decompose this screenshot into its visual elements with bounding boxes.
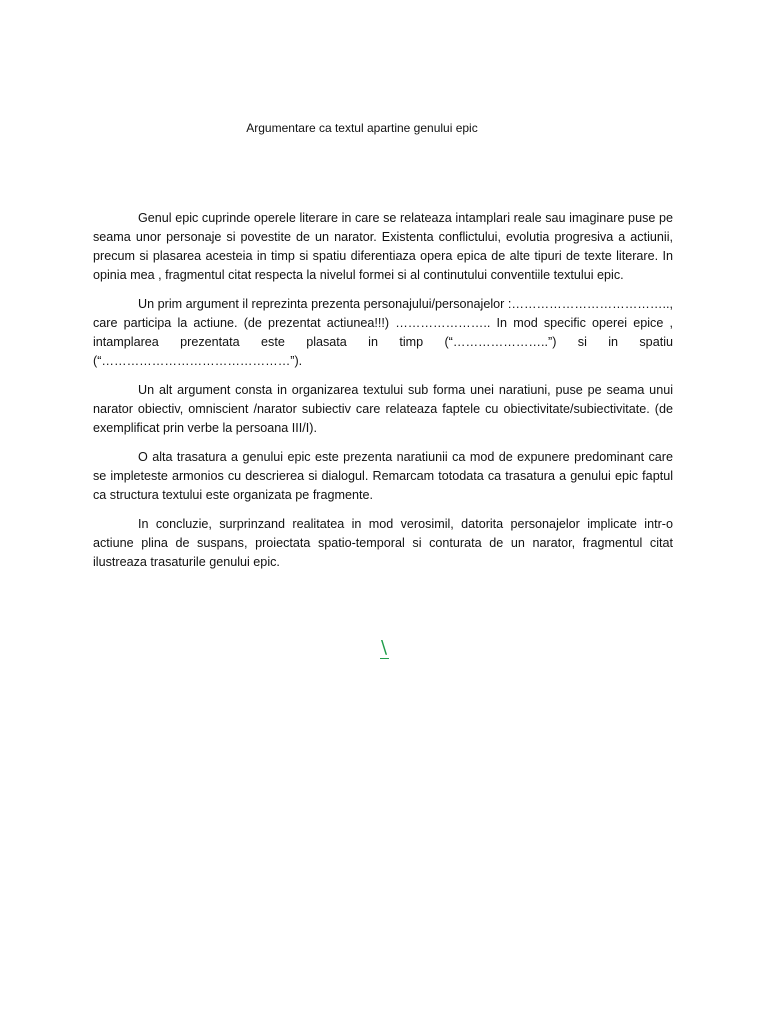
paragraph-third-argument: O alta trasatura a genului epic este prezenta naratiunii ca mod de expunere predominant care se impleteste armonios cu descrierea si dialogul. Remarcam totodata ca trasatura a genului epic faptul ca structura textului este organizata pe fragmente. — [93, 450, 673, 502]
document-title — [0, 120, 768, 136]
document-title-text: Argumentare ca textul apartine genului epic — [246, 121, 478, 135]
paragraph-intro: Genul epic cuprinde operele literare in care se relateaza intamplari reale sau imaginare puse pe seama unor personaje si povestite de un narator. Existenta conflictului, evolutia progresiva a actiunii, precum si plasarea acesteia in timp si spatiu diferentiaza opera epica de alte tipuri de texte literare. In opinia mea , fragmentul citat respecta la nivelul formei si al continutului conventiile textului epic. — [93, 211, 673, 282]
paragraph-conclusion: In concluzie, surprinzand realitatea in mod verosimil, datorita personajelor implicate intr-o actiune plina de suspans, proiectata spatio-temporal si conturata de un narator, fragmentul citat ilustreaza trasaturile genului epic. — [93, 517, 673, 569]
paragraph-second-argument: Un alt argument consta in organizarea textului sub forma unei naratiuni, puse pe seama unui narator obiectiv, omniscient /narator subiectiv care relateaza faptele cu obiectivitate/subiectivitate. (de exemplificat prin verbe la persoana III/I). — [93, 383, 673, 435]
paragraph-first-argument: Un prim argument il reprezinta prezenta personajului/personajelor :……………………………….., care participa la actiune. (de prezentat actiunea!!!) ………………….. In mod specific operei epice , intamplarea prezentata este plasata in timp (“…………………..”) si in spatiu (“………………………………………”). — [93, 297, 673, 368]
document-body — [93, 209, 673, 582]
handwritten-mark: \ — [377, 637, 391, 661]
